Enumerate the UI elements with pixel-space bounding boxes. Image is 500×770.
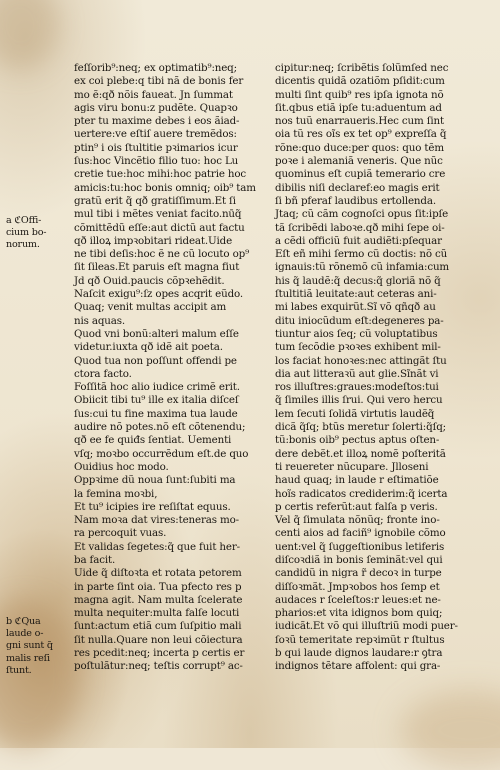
margin-note-line: cium bo- [6, 227, 47, 239]
text-line: uent:vel q̃ ſuggeſtionibus letiferis [275, 540, 445, 553]
text-line: diſcoꝛdiã in bonis ſeminãt:vel qui [275, 553, 443, 566]
text-line: Jtaq; cũ cãm cognoſci opus ſit:ipſe [275, 208, 449, 221]
text-line: dia aut litteraꝛũ aut glie.Sĩnãt vi [275, 367, 439, 380]
text-line: ignauis:tũ rõnemõ cũ infamia:cum [275, 261, 450, 274]
text-line: uertere:ve eſtiſ auere tremẽdos: [74, 128, 237, 141]
text-line: ctora facto. [74, 367, 132, 380]
text-line: poꝛe i alemaniã veneris. Que nũc [275, 155, 443, 168]
text-line: audaces r ſceleſtos:r leues:et ne- [275, 593, 441, 606]
text-line: hoĩs radicatos crediderim:q̃ icerta [275, 487, 448, 500]
text-line: ptin⁹ i ois ſtultitie pꝛimarios icur [74, 141, 238, 154]
text-line: vſq; moꝛbo occurrẽdum eſt.de quo [74, 447, 249, 460]
text-line: Eſt eñ mihi ſermo cũ doctis: nõ cũ [275, 248, 448, 261]
text-line: indignos tẽtare affolent: qui gra- [275, 660, 441, 673]
text-line: ſit nulla.Quare non leui cõiectura [74, 633, 243, 646]
text-line: magna agit. Nam multa ſcelerate [74, 593, 243, 606]
text-column-right [275, 62, 475, 674]
text-line: agis viru bonu:z pudẽte. Quapꝛo [74, 101, 238, 114]
text-column-left [74, 62, 269, 674]
text-line: iudicãt.Et võ qui illuſtriũ modi puer- [275, 620, 458, 633]
text-line: Foſſitã hoc alio iudice crimẽ erit. [74, 381, 240, 394]
margin-note-a [6, 215, 46, 252]
text-line: oia tũ res oĩs ex tet op⁹ expreſſa q̃ [275, 128, 447, 141]
text-line: tum ſecõdie pꝛoꝛes exhibent mil- [275, 341, 441, 354]
text-line: res pcedit:neq; incerta p certis er [74, 647, 245, 660]
text-line: gratũ erit q̃ qð gratiſſimum.Et ſi [74, 194, 236, 207]
text-line: cipitur:neq; ſcribẽtis ſolũmſed nec [275, 62, 449, 74]
text-line: dibilis niſi declaref:eo magis erit [275, 181, 440, 194]
text-line: Obiicit tibi tu⁹ ille ex italia diſceſ [74, 394, 239, 407]
text-line: cretie tue:hoc mihi:hoc patrie hoc [74, 168, 247, 181]
text-line: ſit.qbus etiã ipſe tu:aduentum ad [275, 101, 442, 114]
text-line: Naſcit exigu⁹:ſz opes acqrit eũdo. [74, 288, 244, 301]
text-line: pter tu maxime debes i eos ãiad- [74, 115, 240, 128]
text-line: ſi bñ pferaf laudibus ertollenda. [275, 194, 436, 207]
text-line: Et tu⁹ icipies ire reſiſtat equus. [74, 500, 231, 513]
text-line: tiuntur aios ſeq; cũ voluptatibus [275, 327, 438, 340]
text-line: feſſorib⁹:neq; ex optimatib⁹:neq; [74, 62, 237, 74]
text-line: q̃ ſimiles illis ſrui. Qui vero hercu [275, 394, 443, 407]
text-line: tũ:bonis oib⁹ pectus aptus oſten- [275, 434, 440, 447]
text-line: Ouidius hoc modo. [74, 460, 169, 473]
text-line: ba facit. [74, 553, 116, 566]
text-line: dicentis quidã ozatiõm pſidit:cum [275, 75, 445, 88]
margin-note-b [6, 616, 53, 677]
text-line: his q̃ laudẽ:q̃ decus:q̃ gloriã nõ q̃ [275, 274, 441, 287]
text-line: Nam moꝛa dat vires:teneras mo- [74, 514, 239, 527]
text-line: tã ſcribẽdi laboꝛe.qð mihi ſepe oi- [275, 221, 445, 234]
text-line: Quaq; venit multas accipit am [74, 301, 227, 314]
text-line: dicã q̃ſq; btũs meretur ſolerti:q̃ſq; [275, 421, 446, 434]
text-line: mi labes exquirũt.Sĩ võ qñqð au [275, 301, 436, 314]
text-line: mul tibi i mẽtes veniat facito.nūq̃ [74, 208, 242, 221]
text-line: los faciat honoꝛes:nec attingãt ſtu [275, 354, 447, 367]
text-line: ra percoquit vuas. [74, 527, 167, 540]
text-line: cõmittẽdũ eſſe:aut dictũ aut factu [74, 221, 245, 234]
text-line: ſtultitiã leuitate:aut ceteras ani- [275, 288, 437, 301]
text-line: p certis referũt:aut falſa p veris. [275, 500, 438, 513]
text-line: dere debẽt.et illoꝝ nomẽ poſteritã [275, 447, 446, 460]
text-line: pharios:et vita idignos bom quiq; [275, 607, 443, 620]
text-line: Jd qð Ouid.paucis cõpꝛehẽdit. [74, 274, 225, 287]
text-line: rõne:quo duce:per quos: quo tẽm [275, 141, 444, 154]
text-line: qð illoꝝ impꝛobitari rideat.Uide [74, 234, 233, 247]
text-line: videtur.iuxta qð idẽ ait poeta. [74, 341, 223, 354]
text-line: centi aios ad faciñ⁹ ignobile cõmo [275, 527, 446, 540]
text-line: la femina moꝛbi, [74, 487, 158, 500]
margin-note-line: gni sunt q̃ [6, 640, 53, 652]
text-line: haud quaq; in laude r eſtimatiõe [275, 474, 439, 487]
text-line: poſtulãtur:neq; teſtis corrupt⁹ ac- [74, 660, 243, 673]
text-line: quominus eſt cupiã temerario cre [275, 168, 446, 181]
text-line: nis aquas. [74, 314, 126, 327]
text-line: ſoꝛũ temeritate repꝛimũt r ſtultus [275, 633, 445, 646]
text-line: Quod vni bonũ:alteri malum eſſe [74, 327, 239, 340]
text-line: audire nõ potes.nõ eſt cõtenendu; [74, 421, 246, 434]
text-line: ex coi plebe:q tibi nã de bonis fer [74, 75, 244, 88]
text-line: multa nequiter:multa falſe locuti [74, 607, 240, 620]
text-line: ſit ſileas.Et paruis eſt magna fiut [74, 261, 240, 274]
text-line: in parte ſint oia. Tua pfecto res p [74, 580, 242, 593]
text-line: nos tuũ enarraueris.Hec cum ſint [275, 115, 445, 128]
text-line: Oppꝛime dũ noua ſunt:ſubiti ma [74, 474, 236, 487]
text-line: ditu iniocũdum eſt:degeneres pa- [275, 314, 444, 327]
text-line: ſus:hoc Vincẽtio filio tuo: hoc Lu [74, 155, 239, 168]
foxing-stain [0, 0, 60, 70]
text-line: multi ſint quib⁹ res ipſa ignota nõ [275, 88, 444, 101]
margin-note-line: norum. [6, 239, 40, 251]
margin-note-line: malis reſi [6, 652, 50, 664]
text-line: candidũ in nigra r̃ decoꝛ in turpe [275, 567, 442, 580]
text-line: Quod tua non poſſunt offendi pe [74, 354, 237, 367]
text-line: Et validas ſegetes:q̃ que fuit her- [74, 540, 240, 553]
text-line: b qui laude dignos laudare:r ꝯtra [275, 647, 443, 660]
margin-note-line: laude o- [6, 628, 44, 640]
margin-note-line: ſtunt. [6, 664, 32, 676]
text-line: Vel q̃ ſimulata nõnũq; fronte ino- [275, 514, 440, 527]
margin-note-line: b ℭQua [6, 616, 41, 627]
text-line: diſſoꝛmãt. Jmpꝛobos hos ſemp et [275, 580, 440, 593]
text-line: mo ẽ:qð nõis faueat. Jn ſummat [74, 88, 233, 101]
text-line: ne tibi deſis:hoc ẽ ne cũ locuto op⁹ [74, 248, 250, 261]
text-line: ros illuſtres:graues:modeſtos:tui [275, 381, 439, 394]
text-line: qð ee fe quiđs ſentiat. Uementi [74, 434, 232, 447]
text-line: Uide q̃ diſtoꝛta et rotata petorem [74, 567, 242, 580]
text-line: amicis:tu:hoc bonis omniq; oib⁹ tam [74, 181, 256, 194]
text-line: a cẽdi officiũ fuit audiẽti:pſequar [275, 234, 442, 247]
text-line: ſunt:actum etiã cum ſuſpitio mali [74, 620, 242, 633]
margin-note-line: a ℭOffi- [6, 215, 42, 226]
text-line: lem ſecuti ſolidã virtutis laudẽq̃ [275, 407, 435, 420]
text-line: ſus:cui tu fine maxima tua laude [74, 407, 238, 420]
text-line: ti reuereter nũcupare. Jlloseni̇ [275, 460, 429, 473]
foxing-stain [400, 690, 500, 770]
